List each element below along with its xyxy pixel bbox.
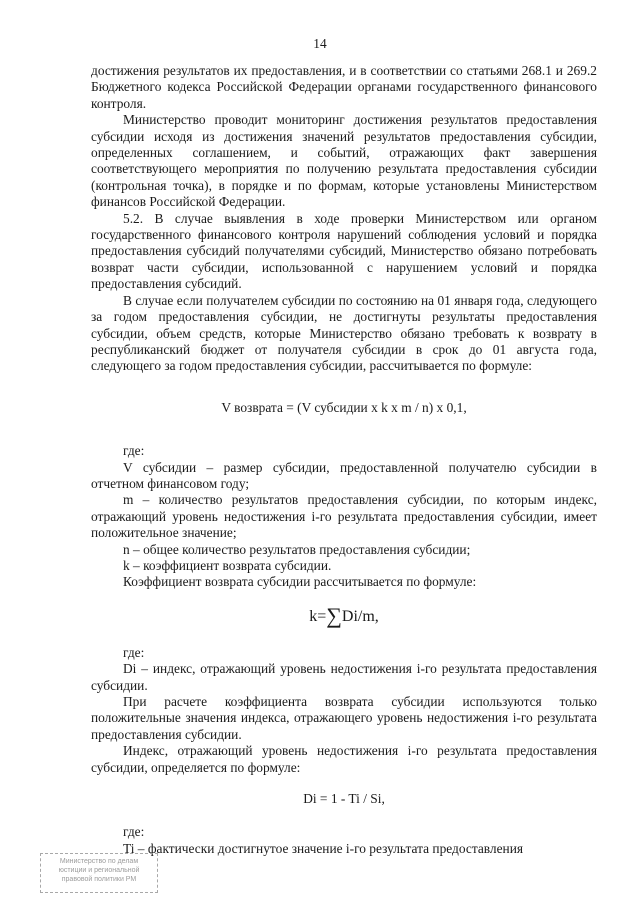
formula-coefficient-right: Di/m,: [341, 607, 379, 625]
formula-coefficient-left: k=: [309, 607, 327, 625]
formula-index: Di = 1 - Ti / Si,: [303, 791, 385, 807]
formula-return-volume: V возврата = (V субсидии x k x m / n) x 0,1,: [221, 399, 467, 415]
stamp-line: юстиции и региональной: [58, 867, 140, 874]
sum-symbol: ∑: [326, 602, 342, 628]
page-number: 14: [313, 36, 327, 51]
formula-coefficient: [91, 602, 597, 628]
where-label-3: где:: [123, 824, 145, 840]
stamp-line: правовой политики РМ: [61, 876, 137, 883]
paragraph-return-condition: В случае если получателем субсидии по состоянию на 01 января года, следующего за годом предоставления субсидии, не достигнуты результаты предоставления субсидии, объем средств, которые Министерство обязано требовать к возврату в республиканский бюджет от получателя субсидии в срок до 01 августа года, следующего за годом предоставления субсидии, рассчитывается по формуле:: [91, 292, 597, 374]
paragraph-coefficient-intro: Коэффициент возврата субсидии рассчитывается по формуле:: [123, 574, 477, 590]
definition-k: k – коэффициент возврата субсидии.: [123, 557, 332, 573]
paragraph-continuation: достижения результатов их предоставления, и в соответствии со статьями 268.1 и 269.2 Бюджетного кодекса Российской Федерации органами государственного финансового контроля.: [91, 63, 597, 111]
paragraph-5-2: 5.2. В случае выявления в ходе проверки Министерством или органом государственного финансового контроля нарушений соблюдения условий и порядка предоставления субсидий получателями субсидий, Министерство обязано потребовать возврат части субсидии, использованной с нарушением условий и порядка предоставления субсидий.: [91, 210, 597, 292]
definition-n: n – общее количество результатов предоставления субсидии;: [123, 541, 471, 557]
definition-v-subsidy: V субсидии – размер субсидии, предоставленной получателю субсидии в отчетном финансовом году;: [91, 459, 597, 491]
stamp-line: Министерство по делам: [59, 858, 139, 865]
where-label-1: где:: [123, 443, 145, 459]
definition-m: m – количество результатов предоставления субсидии, по которым индекс, отражающий уровень недостижения i-го результата предоставления субсидии, имеет положительное значение;: [91, 492, 597, 541]
where-label-2: где:: [123, 644, 145, 660]
paragraph-monitoring: Министерство проводит мониторинг достижения результатов предоставления субсидии исходя из достижения значений результатов предоставления субсидии, определенных соглашением, и событий, отражающих факт завершения соответствующего мероприятия по получению результата предоставления субсидии (контрольная точка), в порядке и по формам, которые установлены Министерством финансов Российской Федерации.: [91, 112, 597, 210]
document-body: [91, 63, 597, 857]
definition-di: Di – индекс, отражающий уровень недостижения i-го результата предоставления субсидии.: [91, 661, 597, 693]
definition-ti: Ti – фактически достигнутое значение i-го результата предоставления: [123, 840, 524, 856]
paragraph-index-intro: Индекс, отражающий уровень недостижения i-го результата предоставления субсидии, определяется по формуле:: [91, 743, 597, 775]
registration-stamp: [40, 853, 158, 893]
paragraph-positive-values: При расчете коэффициента возврата субсидии используются только положительные значения индекса, отражающего уровень недостижения i-го результата предоставления субсидии.: [91, 694, 597, 742]
